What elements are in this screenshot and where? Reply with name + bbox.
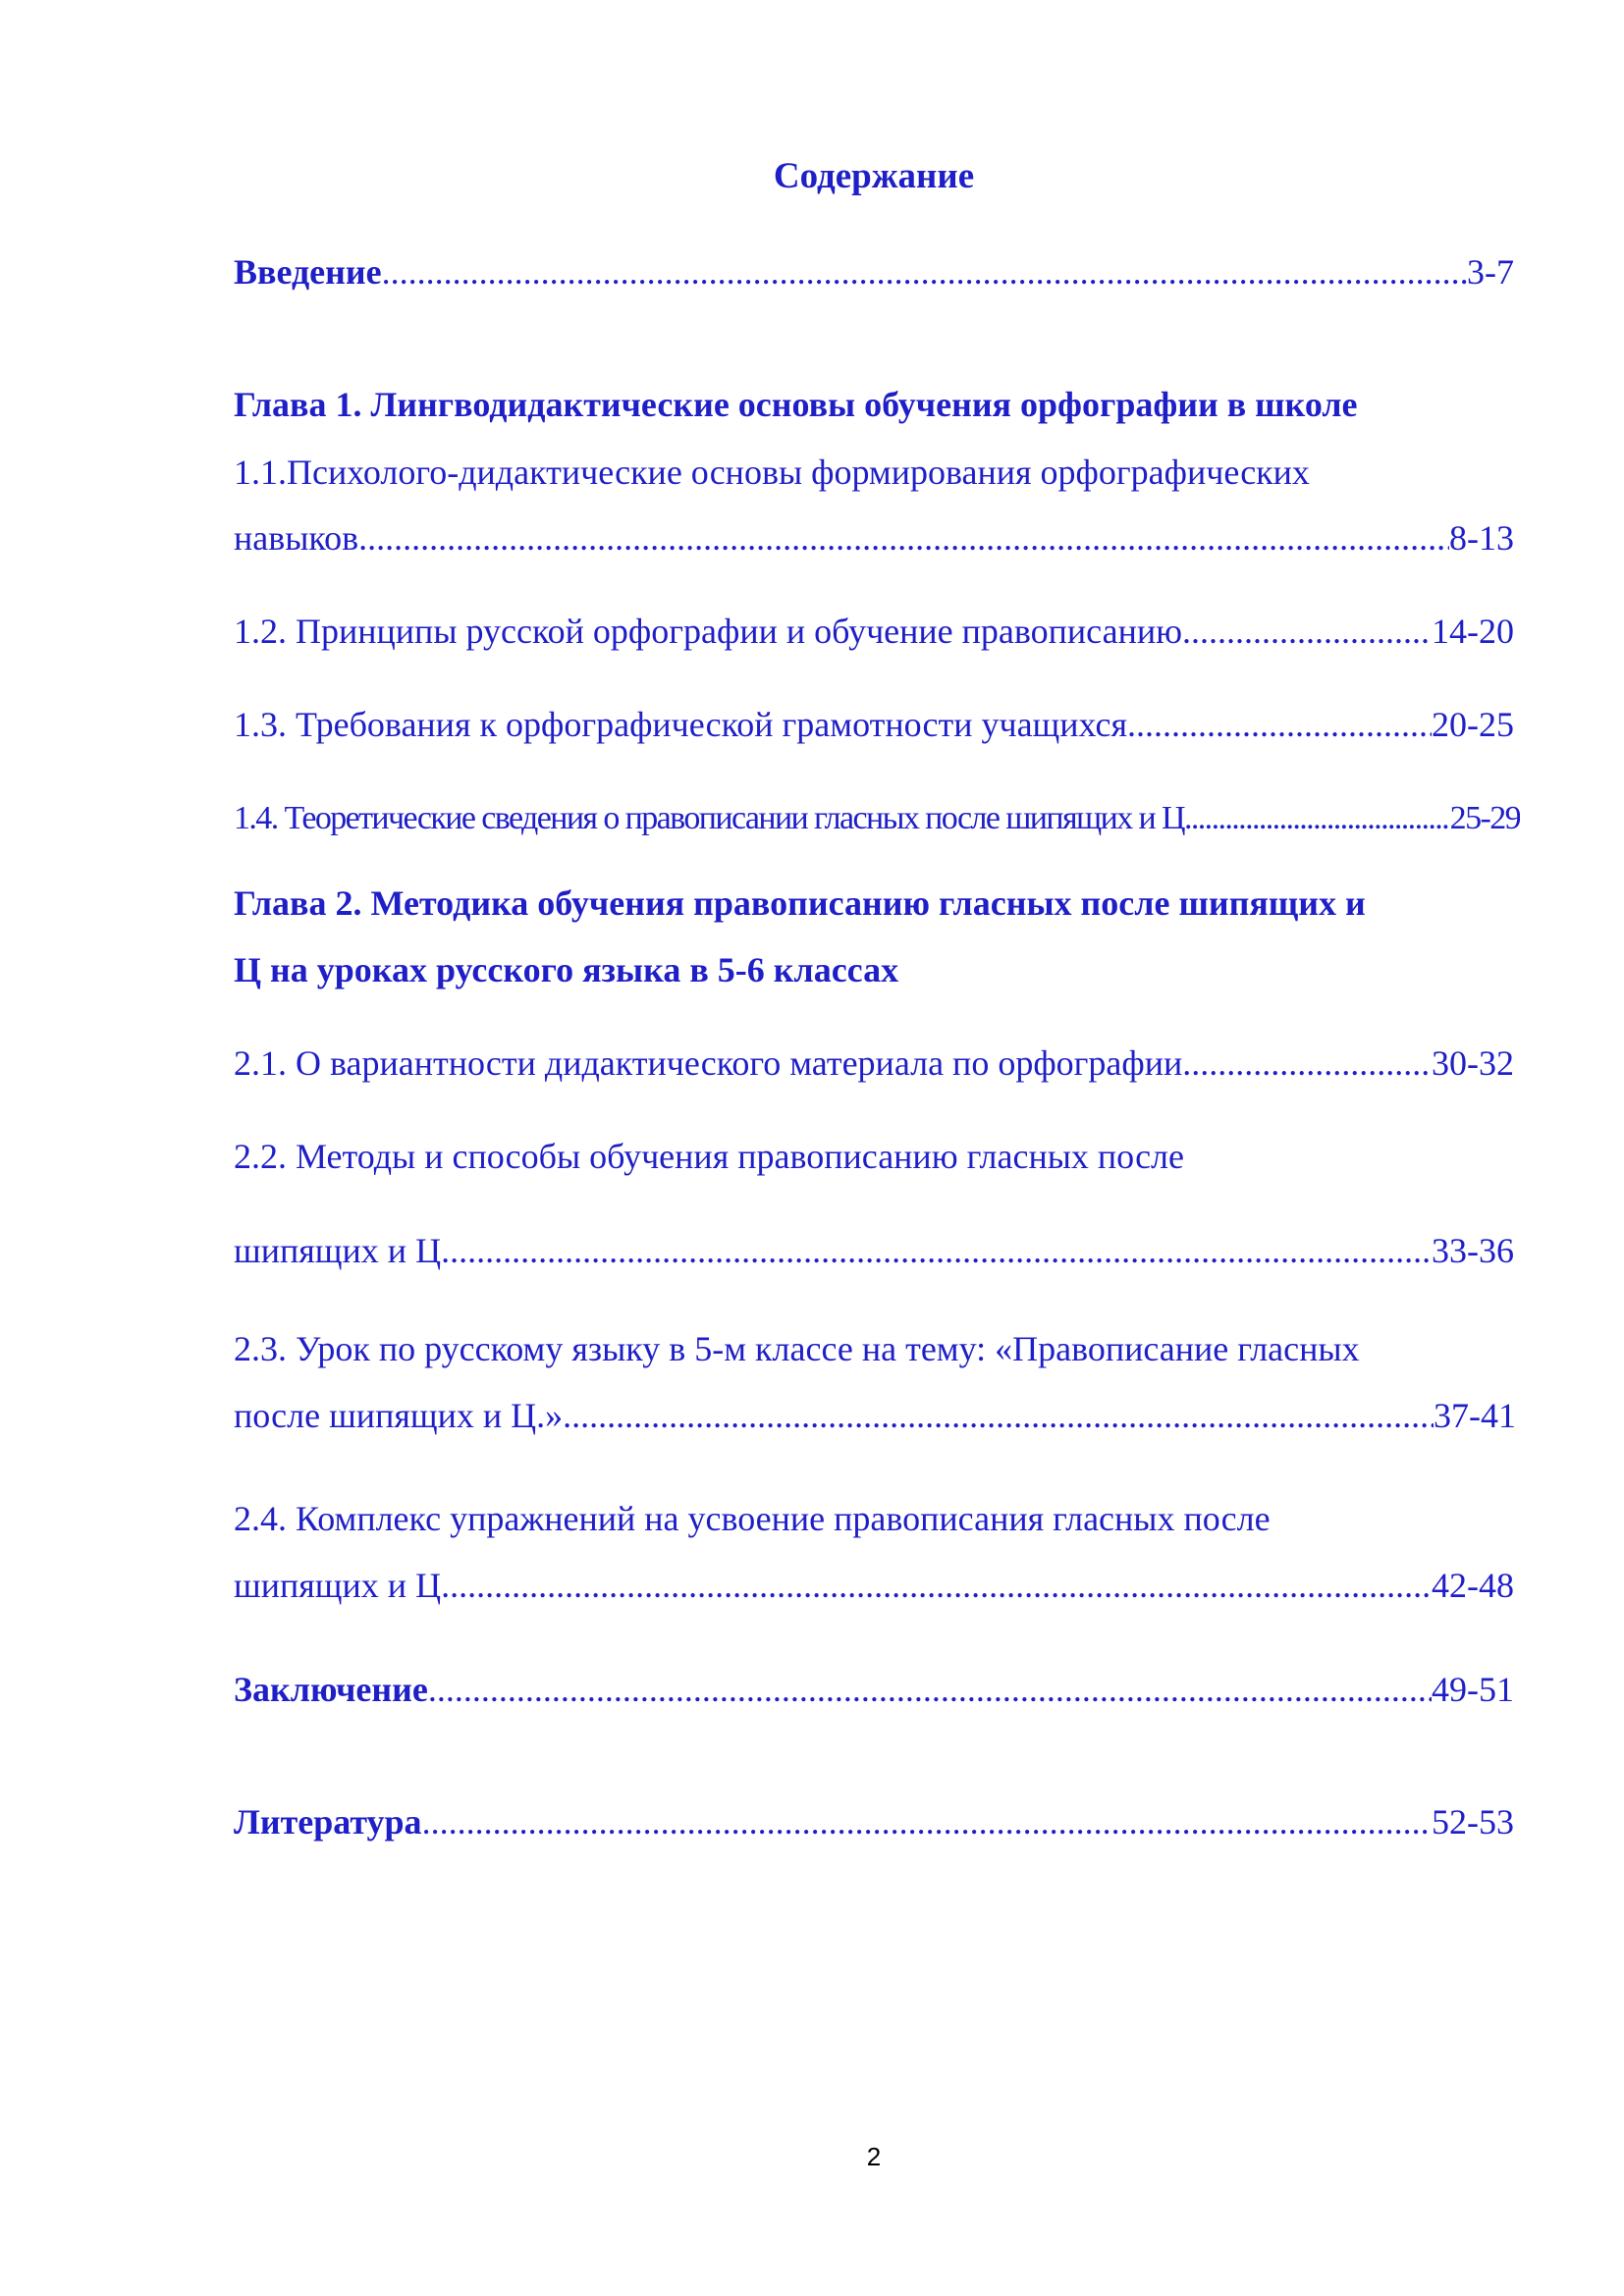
toc-entry-1-1-line1: 1.1.Психолого-дидактические основы формирования орфографических	[234, 453, 1310, 492]
dot-leader	[428, 1668, 1432, 1711]
toc-entry-pages: 52-53	[1432, 1802, 1514, 1842]
toc-entry-pages: 49-51	[1432, 1670, 1514, 1709]
toc-entry-pages: 14-20	[1432, 612, 1514, 651]
toc-title: Содержание	[773, 156, 975, 196]
toc-entry-pages: 8-13	[1449, 518, 1514, 558]
toc-entry-label: Литература	[234, 1802, 422, 1842]
dot-leader	[422, 1800, 1432, 1843]
toc-entry-2-2	[234, 1229, 1514, 1272]
toc-entry-pages: 3-7	[1467, 252, 1514, 292]
dot-leader	[1127, 703, 1432, 746]
dot-leader	[563, 1394, 1434, 1437]
toc-entry-conclusion	[234, 1668, 1514, 1711]
chapter1-heading: Глава 1. Лингводидактические основы обучения орфографии в школе	[234, 385, 1358, 424]
toc-entry-intro	[234, 250, 1514, 294]
toc-entry-label: Введение	[234, 252, 382, 292]
toc-entry-label: после шипящих и Ц.»	[234, 1396, 564, 1435]
toc-entry-pages: 33-36	[1432, 1231, 1514, 1270]
dot-leader	[1182, 1041, 1432, 1085]
toc-entry-2-2-line1: 2.2. Методы и способы обучения правописанию гласных после	[234, 1137, 1184, 1176]
toc-entry-2-1	[234, 1041, 1514, 1085]
toc-entry-label: шипящих и Ц	[234, 1566, 442, 1605]
toc-entry-2-3-line1: 2.3. Урок по русскому языку в 5-м классе на тему: «Правописание гласных	[234, 1329, 1360, 1368]
toc-entry-pages: 37-41	[1434, 1396, 1516, 1435]
toc-entry-pages: 20-25	[1432, 705, 1514, 744]
toc-entry-2-3	[234, 1394, 1516, 1437]
toc-entry-pages: 30-32	[1432, 1043, 1514, 1083]
toc-entry-label: 2.1. О вариантности дидактического материала по орфографии	[234, 1043, 1183, 1083]
toc-entry-literature	[234, 1800, 1514, 1843]
toc-entry-pages: 42-48	[1432, 1566, 1514, 1605]
toc-entry-label: 1.2. Принципы русской орфографии и обучение правописанию	[234, 612, 1183, 651]
toc-entry-label: 1.3. Требования к орфографической грамотности учащихся	[234, 705, 1128, 744]
toc-entry-label: 1.4. Теоретические сведения о правописании гласных после шипящих и Ц	[234, 800, 1184, 836]
dot-leader	[1184, 797, 1450, 840]
toc-entry-label: навыков	[234, 518, 359, 558]
toc-entry-1-2	[234, 610, 1514, 653]
toc-entry-pages: 25-29	[1449, 800, 1520, 836]
toc-entry-1-4	[234, 797, 1520, 840]
chapter2-heading-line2: Ц на уроках русского языка в 5-6 классах	[234, 950, 899, 989]
dot-leader	[358, 516, 1449, 560]
dot-leader	[441, 1564, 1432, 1607]
toc-entry-2-4-line1: 2.4. Комплекс упражнений на усвоение правописания гласных после	[234, 1499, 1271, 1538]
dot-leader	[441, 1229, 1432, 1272]
toc-entry-1-3	[234, 703, 1514, 746]
dot-leader	[382, 250, 1467, 294]
toc-entry-label: шипящих и Ц	[234, 1231, 442, 1270]
toc-entry-label: Заключение	[234, 1670, 428, 1709]
chapter2-heading-line1: Глава 2. Методика обучения правописанию гласных после шипящих и	[234, 883, 1366, 923]
page-number: 2	[866, 2142, 882, 2171]
toc-entry-1-1	[234, 516, 1514, 560]
toc-entry-2-4	[234, 1564, 1514, 1607]
dot-leader	[1182, 610, 1432, 653]
